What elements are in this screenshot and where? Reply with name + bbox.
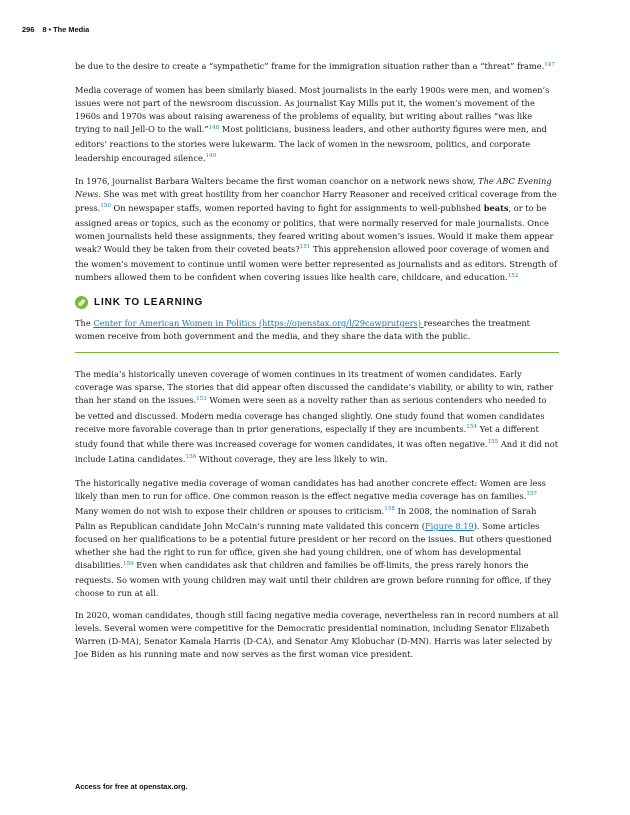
link-to-learning-header — [75, 295, 559, 311]
link-to-learning-body: The Center for American Women in Politics (https://openstax.org/l/29cawprutgers) researches the treatment women receive from both government and the media, and they share the data with the public. — [75, 317, 530, 341]
footnote-ref[interactable]: 149 — [205, 153, 217, 160]
footnote-ref[interactable]: 151 — [299, 244, 311, 251]
paragraph: be due to the desire to create a “sympathetic” frame for the immigration situation rather than a “threat” frame.$^{147}$ — [75, 61, 555, 71]
footnote-ref[interactable]: 153 — [196, 396, 207, 403]
cawp-link[interactable]: Center for American Women in Politics (https://openstax.org/l/29cawprutgers) — [93, 317, 424, 328]
footnote-ref[interactable]: 156 — [185, 454, 197, 461]
footnote-ref[interactable]: 147 — [544, 61, 555, 68]
paragraph: In 1976, journalist Barbara Walters became the first woman coanchor on a network news show, The ABC Evening News. She was met with great hostility from her coanchor Harry Reasoner and received critical coverage from the press.$^{150}$ On newspaper staffs, women reported having to fight for assignments to well-published beats, or to be assigned areas or topics, such as the economy or politics, that were normally reserved for male journalists. Once women journalists held these assignments, they feared writing about women’s issues. Would it make them appear weak? Would they be taken from their coveted beats?$^{151}$ This apprehension allowed poor coverage of women and the women’s movement to continue until women were better represented as journalists and as editors. Strength of numbers allowed them to be confident when covering issues like health care, childcare, and education.$^{152}$ — [75, 176, 557, 282]
paragraph: Media coverage of women has been similarly biased. Most journalists in the early 1900s were men, and women’s issues were not part of the newsroom discussion. As journalist Kay Mills put it, the women’s movement of the 1960s and 1970s was about raising awareness of the problems of equality, but writing about rallies “was like trying to nail Jell-O to the wall.”$^{148}$ Most politicians, business leaders, and other authority figures were men, and editors’ reactions to the stories were lukewarm. The lack of women in the newsroom, politics, and corporate leadership encouraged silence.$^{149}$ — [75, 85, 550, 163]
paragraph: In 2020, woman candidates, though still facing negative media coverage, nevertheless ran in record numbers at all levels. Several women were competitive for the Democratic presidential nomination, including Senator Elizabeth Warren (D-MA), Senator Kamala Harris (D-CA), and Senator Amy Klobuchar (D-MN). Harris was later selected by Joe Biden as his running mate and now serves as the first woman vice president. — [75, 610, 559, 660]
footnote-ref[interactable]: 148 — [208, 124, 220, 131]
footnote-ref[interactable]: 152 — [507, 272, 519, 279]
link-icon — [75, 296, 88, 309]
footer-access-note: Access for free at openstax.org. — [75, 782, 188, 791]
footnote-ref[interactable]: 154 — [466, 424, 477, 431]
figure-link[interactable]: Figure 8.19 — [424, 520, 474, 531]
running-header — [22, 25, 89, 34]
footnote-ref[interactable]: 150 — [100, 203, 111, 210]
paragraph: The historically negative media coverage of woman candidates has had another concrete effect: Women are less likely than men to run for office. One common reason is the effect negative media coverage has on families.$^{157}$ Many women do not wish to expose their children or spouses to criticism.$^{158}$ In 2008, the nomination of Sarah Palin as Republican candidate John McCain’s running mate validated this concern (Figure 8.19). Some articles focused on her qualifications to be a potential future president or her record on the issues. But others questioned whether she had the right to run for office, given she had young children, one of whom has developmental disabilities.$^{159}$ Even when candidates ask that children and families be off-limits, the press rarely honors the requests. So women with young children may wait until their children are grown before running for office, if they choose to run at all. — [75, 477, 552, 599]
footnote-ref[interactable]: 155 — [487, 439, 499, 446]
key-term[interactable]: beats — [483, 202, 509, 213]
footnote-ref[interactable]: 158 — [384, 506, 395, 513]
paragraph: The media’s historically uneven coverage of women continues in its treatment of women candidates. Early coverage was sparse. The stories that did appear often discussed the candidate’s viability, or ability to win, rather than her stand on the issues.$^{153}$ Women were seen as a novelty rather than as serious contenders who needed to be vetted and discussed. Modern media coverage has changed slightly. One study found that women candidates receive more favorable coverage than in prior generations, especially if they are incumbents.$^{154}$ Yet a different study found that while there was increased coverage for women candidates, it was often negative.$^{155}$ And it did not include Latina candidates.$^{156}$ Without coverage, they are less likely to win. — [75, 369, 559, 464]
link-to-learning-title: LINK TO LEARNING — [94, 297, 204, 309]
section-divider — [75, 352, 559, 354]
show-title: The ABC Evening News — [75, 176, 552, 200]
footnote-ref[interactable]: 157 — [526, 491, 538, 498]
footnote-ref[interactable]: 159 — [122, 560, 134, 567]
page-number: 296 — [22, 25, 35, 34]
main-content — [75, 60, 559, 670]
chapter-title: 8 • The Media — [42, 25, 90, 34]
